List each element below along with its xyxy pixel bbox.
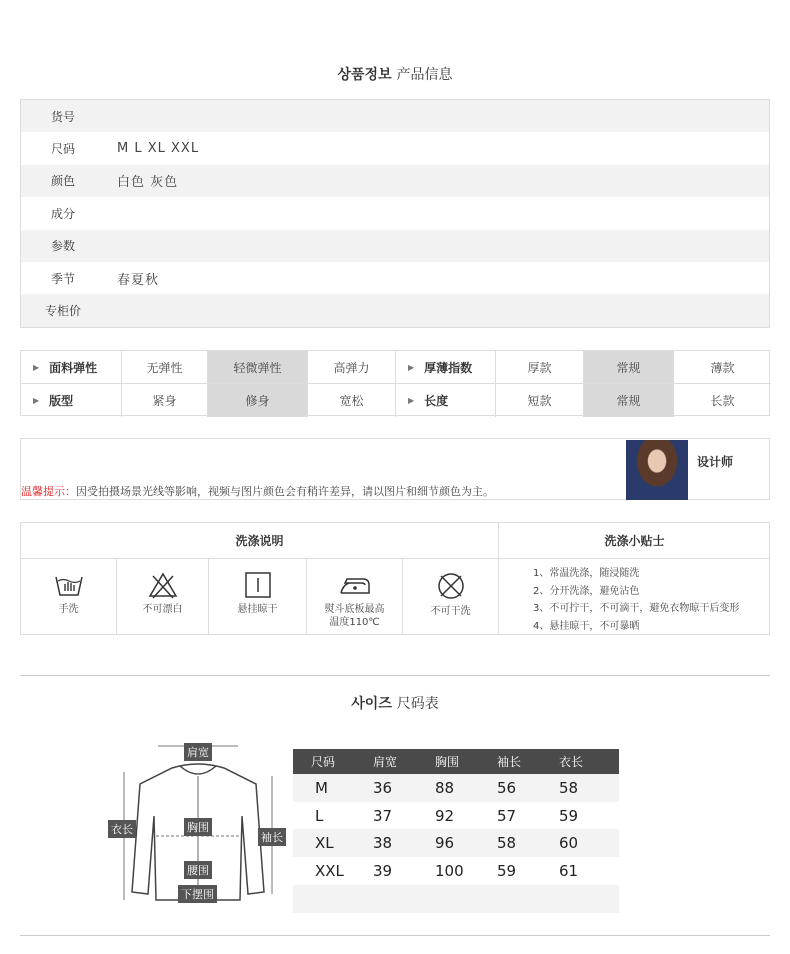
size-cell: 58 xyxy=(559,778,579,797)
size-title-korean: 사이즈 xyxy=(351,696,392,712)
wash-icons xyxy=(21,559,499,635)
size-cell: 58 xyxy=(497,834,517,853)
attr-option-selected: 轻微弹性 xyxy=(208,351,308,384)
info-label: 尺码 xyxy=(50,142,75,157)
size-table-header xyxy=(293,749,619,774)
attr-option: 宽松 xyxy=(308,384,396,417)
info-value: 白色 灰色 xyxy=(117,175,179,191)
info-label: 季节 xyxy=(50,271,75,286)
info-value: 春夏秋 xyxy=(117,272,160,288)
table-row xyxy=(293,857,619,885)
table-row xyxy=(293,829,619,857)
size-header: 肩宽 xyxy=(373,755,398,769)
size-cell: 59 xyxy=(559,806,579,825)
attr-label: 长度 xyxy=(424,394,449,408)
no-dry-clean-icon xyxy=(436,571,466,601)
size-cell: 96 xyxy=(435,834,455,853)
size-cell: 92 xyxy=(435,806,455,825)
size-cell: XL xyxy=(315,834,334,853)
title-korean: 상품정보 xyxy=(337,67,392,83)
attr-option-selected: 常规 xyxy=(584,384,674,417)
diagram-label-chest: 胸围 xyxy=(184,818,212,836)
wash-tip: 1、常温洗涤，随浸随洗 xyxy=(533,568,640,579)
attr-label: 面料弹性 xyxy=(49,360,98,375)
info-row xyxy=(21,197,769,229)
diagram-label-waist: 腰围 xyxy=(184,861,212,879)
wash-icon-label-line2: 温度110℃ xyxy=(329,617,380,628)
wash-tips-title: 洗涤小贴士 xyxy=(499,523,770,559)
wash-icon-label: 不可干洗 xyxy=(430,606,471,617)
size-title-chinese: 尺码表 xyxy=(396,696,439,712)
size-cell: 38 xyxy=(373,834,393,853)
info-row xyxy=(21,230,769,262)
attr-option: 短款 xyxy=(496,384,584,417)
attr-option: 高弹力 xyxy=(308,351,396,384)
size-table xyxy=(293,749,619,910)
attr-option: 无弹性 xyxy=(122,351,208,384)
wash-tips-list xyxy=(533,565,739,635)
info-label: 成分 xyxy=(50,206,75,221)
shirt-diagram xyxy=(108,732,288,904)
diagram-label-shoulder: 肩宽 xyxy=(184,743,212,761)
wash-icon-label: 悬挂晾干 xyxy=(237,604,278,615)
no-dry-clean-item xyxy=(403,559,499,635)
diagram-label-length: 衣长 xyxy=(108,820,136,838)
table-row xyxy=(293,802,619,830)
designer-avatar xyxy=(626,440,688,500)
attr-header-thickness xyxy=(396,351,496,384)
divider xyxy=(20,675,770,676)
size-cell: 60 xyxy=(559,834,579,853)
wash-tip: 3、不可拧干，不可滴干，避免衣物晾干后变形 xyxy=(533,603,740,614)
no-bleach-item xyxy=(117,559,209,635)
wash-tip: 2、分开洗涤，避免沾色 xyxy=(533,585,640,597)
size-header: 衣长 xyxy=(559,755,584,769)
triangle-icon: ▶ xyxy=(33,396,40,405)
info-row xyxy=(21,262,769,294)
triangle-icon: ▶ xyxy=(408,362,415,372)
hand-wash-icon xyxy=(54,571,84,599)
triangle-icon: ▶ xyxy=(33,362,40,372)
size-cell: L xyxy=(315,806,324,825)
wash-icon-label: 不可漂白 xyxy=(142,604,183,615)
notice-box xyxy=(20,438,770,500)
diagram-label-hem: 下摆围 xyxy=(178,885,217,903)
info-label: 参数 xyxy=(50,239,75,254)
attr-option: 薄款 xyxy=(674,351,771,384)
info-label: 货号 xyxy=(50,109,75,124)
size-cell: 56 xyxy=(497,778,517,797)
info-label: 颜色 xyxy=(50,174,75,189)
wash-icon-label: 手洗 xyxy=(58,604,79,615)
notice-prefix: 温馨提示： xyxy=(21,485,76,498)
iron-icon xyxy=(337,571,373,599)
size-cell: XXL xyxy=(315,861,344,880)
attr-header-fit xyxy=(21,384,122,417)
attr-option: 紧身 xyxy=(122,384,208,417)
size-chart-title xyxy=(0,693,790,713)
no-bleach-icon xyxy=(148,571,178,599)
attr-option: 长款 xyxy=(710,394,735,408)
triangle-icon: ▶ xyxy=(408,396,415,405)
attr-option-selected: 修身 xyxy=(208,384,308,417)
info-label: 专柜价 xyxy=(44,304,81,319)
iron-item xyxy=(307,559,403,635)
size-cell: 36 xyxy=(373,778,393,797)
attribute-table xyxy=(20,350,770,416)
table-row xyxy=(293,774,619,802)
wash-icon-label: 熨斗底板最高 xyxy=(324,604,385,615)
size-cell: M xyxy=(315,778,328,797)
hang-dry-icon xyxy=(243,571,273,599)
size-cell: 57 xyxy=(497,806,517,825)
info-row xyxy=(21,294,769,326)
size-cell: 100 xyxy=(435,861,464,880)
size-header: 袖长 xyxy=(497,755,522,769)
size-cell: 88 xyxy=(435,778,455,797)
diagram-label-sleeve: 袖长 xyxy=(258,828,286,846)
wash-title: 洗涤说明 xyxy=(21,523,499,559)
size-cell: 39 xyxy=(373,861,393,880)
hand-wash-item xyxy=(21,559,117,635)
wash-tip: 4、悬挂晾干，不可暴晒 xyxy=(533,620,640,632)
attr-label: 版型 xyxy=(49,394,74,408)
product-info-table xyxy=(20,99,770,328)
product-info-title xyxy=(0,64,790,84)
attr-option: 厚款 xyxy=(496,351,584,384)
table-padding xyxy=(293,885,619,913)
info-row xyxy=(21,165,769,197)
size-cell: 59 xyxy=(497,861,517,880)
attr-option-selected: 常规 xyxy=(584,351,674,384)
designer-label: 设计师 xyxy=(697,455,734,469)
info-row xyxy=(21,132,769,164)
notice-body: 因受拍摄场景光线等影响，视频与图片颜色会有稍许差异，请以图片和细节颜色为主。 xyxy=(76,485,494,498)
attr-header-length xyxy=(396,384,496,417)
divider xyxy=(20,935,770,936)
info-value: M L XL XXL xyxy=(117,141,200,157)
attr-label: 厚薄指数 xyxy=(424,360,473,375)
hang-dry-item xyxy=(209,559,307,635)
size-cell: 61 xyxy=(559,861,579,880)
size-cell: 37 xyxy=(373,806,393,825)
attr-header-elasticity xyxy=(21,351,122,384)
title-chinese: 产品信息 xyxy=(396,67,453,83)
notice-text xyxy=(21,483,494,499)
info-row xyxy=(21,100,769,132)
wash-section xyxy=(20,522,770,635)
size-header: 尺码 xyxy=(311,755,336,769)
size-header: 胸围 xyxy=(435,755,460,769)
